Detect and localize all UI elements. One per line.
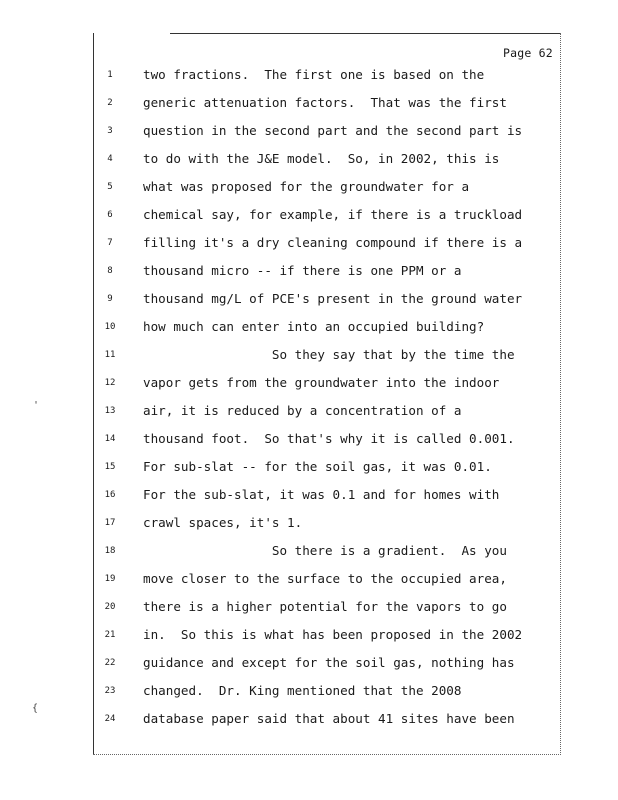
line-number: 24 — [104, 714, 116, 724]
line-text: changed. Dr. King mentioned that the 2008 — [143, 683, 462, 698]
margin-mark: ' — [33, 400, 40, 411]
line-number: 23 — [104, 686, 116, 696]
line-text: generic attenuation factors. That was the first — [143, 95, 507, 110]
top-border-line — [170, 33, 560, 34]
line-text: what was proposed for the groundwater for a — [143, 179, 470, 194]
page-number: Page 62 — [503, 46, 553, 60]
line-number: 1 — [107, 70, 113, 80]
line-text: For the sub-slat, it was 0.1 and for homes with — [143, 487, 500, 502]
line-text: air, it is reduced by a concentration of a — [143, 403, 462, 418]
line-text: to do with the J&E model. So, in 2002, this is — [143, 151, 500, 166]
line-number: 3 — [107, 126, 113, 136]
left-border-line — [93, 33, 94, 755]
line-number: 12 — [104, 378, 116, 388]
line-text: filling it's a dry cleaning compound if there is a — [143, 235, 523, 250]
line-text: how much can enter into an occupied building? — [143, 319, 485, 334]
right-border-line — [560, 33, 561, 755]
line-number: 2 — [107, 98, 113, 108]
line-text: move closer to the surface to the occupied area, — [143, 571, 507, 586]
line-number: 9 — [107, 294, 113, 304]
line-number: 18 — [104, 546, 116, 556]
line-text: two fractions. The first one is based on the — [143, 67, 485, 82]
line-number: 21 — [104, 630, 116, 640]
line-number: 17 — [104, 518, 116, 528]
line-text: vapor gets from the groundwater into the indoor — [143, 375, 500, 390]
line-number: 19 — [104, 574, 116, 584]
line-number: 20 — [104, 602, 116, 612]
line-number: 5 — [107, 182, 113, 192]
line-text: So there is a gradient. As you — [143, 543, 507, 558]
line-text: there is a higher potential for the vapors to go — [143, 599, 507, 614]
line-number: 7 — [107, 238, 113, 248]
line-text: For sub-slat -- for the soil gas, it was 0.01. — [143, 459, 492, 474]
line-number: 14 — [104, 434, 116, 444]
line-number: 4 — [107, 154, 113, 164]
line-text: So they say that by the time the — [143, 347, 515, 362]
line-number: 8 — [107, 266, 113, 276]
line-text: chemical say, for example, if there is a truckload — [143, 207, 523, 222]
line-text: database paper said that about 41 sites have been — [143, 711, 515, 726]
line-number: 16 — [104, 490, 116, 500]
line-text: thousand micro -- if there is one PPM or a — [143, 263, 462, 278]
margin-mark: { — [32, 703, 39, 714]
line-text: thousand foot. So that's why it is called 0.001. — [143, 431, 515, 446]
bottom-border-line — [93, 754, 561, 755]
line-number: 6 — [107, 210, 113, 220]
line-text: in. So this is what has been proposed in the 2002 — [143, 627, 523, 642]
line-number: 15 — [104, 462, 116, 472]
line-text: crawl spaces, it's 1. — [143, 515, 303, 530]
line-number: 13 — [104, 406, 116, 416]
line-text: guidance and except for the soil gas, nothing has — [143, 655, 515, 670]
line-text: thousand mg/L of PCE's present in the ground water — [143, 291, 523, 306]
line-number: 10 — [104, 322, 116, 332]
line-text: question in the second part and the second part is — [143, 123, 523, 138]
line-number: 11 — [104, 350, 116, 360]
line-number: 22 — [104, 658, 116, 668]
